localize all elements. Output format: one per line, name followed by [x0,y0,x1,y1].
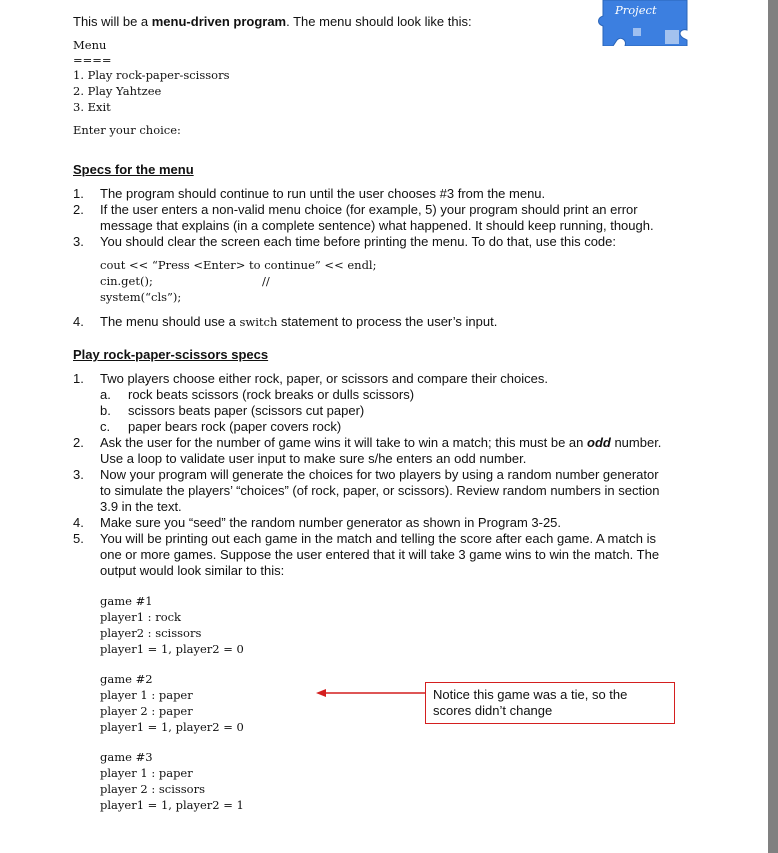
list-item-text: output would look similar to this: [100,563,285,578]
menu-item: 3. Exit [73,100,111,114]
list-number: 1. [73,186,84,201]
list-item-text: Two players choose either rock, paper, or scissors and compare their choices. [100,371,548,386]
code-line: cout << “Press <Enter> to continue” << endl; [100,258,377,272]
menu-rule: ==== [73,53,112,67]
list-number: 2. [73,435,84,450]
list-item-text: Use a loop to validate user input to make sure s/he enters an odd number. [100,451,527,466]
intro-text: This will be a menu-driven program. The menu should look like this: [73,14,472,29]
game-output-line: game #2 [100,672,153,686]
list-number: 5. [73,531,84,546]
code-line: system(“cls”); [100,290,182,304]
tie-note-callout [425,682,675,724]
list-item-text: Now your program will generate the choices for two players by using a random number generator [100,467,659,482]
game-output-line: player2 : scissors [100,626,202,640]
menu-item: 2. Play Yahtzee [73,84,162,98]
viewer-margin [768,0,778,853]
project-puzzle-badge [595,0,691,46]
game-output-line: player 2 : scissors [100,782,205,796]
list-item-text: The program should continue to run until the user chooses #3 from the menu. [100,186,546,201]
list-item-text: The menu should use a switch statement to process the user’s input. [100,314,498,329]
game-output-line: player1 = 1, player2 = 1 [100,798,244,812]
callout-arrow-icon [316,689,426,697]
section-heading-rps-specs: Play rock-paper-scissors specs [73,347,269,362]
code-line: cin.get(); [100,274,153,288]
list-item-text: message that explains (in a complete sentence) what happened. It should keep running, though. [100,218,654,233]
list-number: 1. [73,371,84,386]
list-item-text: to simulate the players’ “choices” (of rock, paper, or scissors). Review random numbers in section [100,483,660,498]
list-item-text: Ask the user for the number of game wins it will take to win a match; this must be an odd number. [100,435,662,450]
list-number: 4. [73,314,84,329]
game-output-line: player1 : rock [100,610,182,624]
section-heading-menu-specs: Specs for the menu [73,162,194,177]
code-comment: // [262,274,270,288]
list-item-text: If the user enters a non-valid menu choice (for example, 5) your program should print an error [100,202,638,217]
menu-prompt: Enter your choice: [73,123,181,137]
game-output-line: game #1 [100,594,153,608]
sub-list-text: rock beats scissors (rock breaks or dulls scissors) [128,387,415,402]
game-output-line: player 1 : paper [100,766,193,780]
menu-title: Menu [73,38,107,52]
list-item-text: You should clear the screen each time before printing the menu. To do that, use this code: [100,234,616,249]
game-output-line: player 2 : paper [100,704,193,718]
list-number: 2. [73,202,84,217]
list-item-text: Make sure you “seed” the random number generator as shown in Program 3-25. [100,515,562,530]
game-output-line: player1 = 1, player2 = 0 [100,720,244,734]
list-number: 3. [73,467,84,482]
list-item-text: 3.9 in the text. [100,499,182,514]
callout-text-line: scores didn’t change [433,703,553,718]
game-output-line: game #3 [100,750,153,764]
list-item-text: one or more games. Suppose the user entered that it will take 3 game wins to win the match. The [100,547,660,562]
sub-list-letter: b. [100,403,111,418]
game-output-line: player1 = 1, player2 = 0 [100,642,244,656]
list-number: 4. [73,515,84,530]
sub-list-letter: c. [100,419,111,434]
callout-text-line: Notice this game was a tie, so the [433,687,628,702]
project-label: Project [615,3,657,17]
menu-item: 1. Play rock-paper-scissors [73,68,230,82]
sub-list-letter: a. [100,387,111,402]
sub-list-text: scissors beats paper (scissors cut paper) [128,403,365,418]
list-item-text: You will be printing out each game in the match and telling the score after each game. A match is [100,531,656,546]
game-output-line: player 1 : paper [100,688,193,702]
sub-list-text: paper bears rock (paper covers rock) [128,419,342,434]
list-number: 3. [73,234,84,249]
